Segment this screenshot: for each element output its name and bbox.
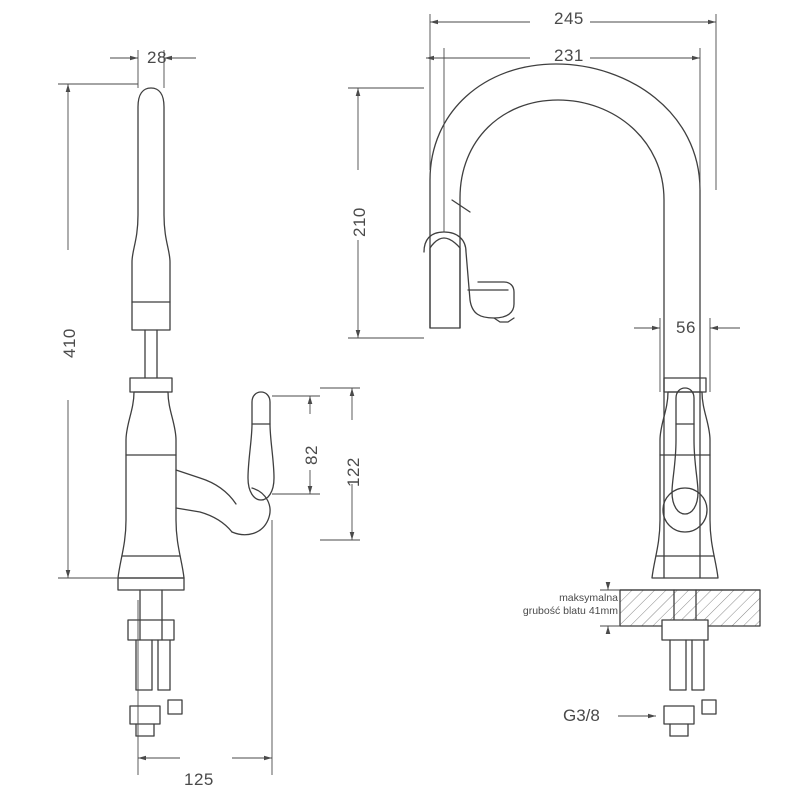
thread-size-label: G3/8 (563, 706, 600, 725)
left-view-faucet (118, 88, 274, 736)
worktop-note-line-1: maksymalna (559, 592, 618, 604)
dim-handle-height: 82 (302, 445, 321, 465)
dim-base-width: 125 (184, 770, 214, 789)
dim-arc-height: 210 (350, 207, 369, 237)
worktop-note (506, 592, 618, 618)
dim-handle-block-height: 122 (344, 457, 363, 487)
dim-reach-outer: 245 (554, 9, 584, 28)
dim-column-width: 56 (676, 318, 696, 337)
dim-spout-top-width: 28 (147, 48, 167, 67)
worktop-note-line-2: grubość blatu 41mm (522, 605, 618, 617)
dim-total-height: 410 (60, 328, 79, 358)
dimension-lines (58, 14, 740, 775)
right-view-faucet (424, 64, 760, 736)
dim-reach-inner: 231 (554, 46, 584, 65)
